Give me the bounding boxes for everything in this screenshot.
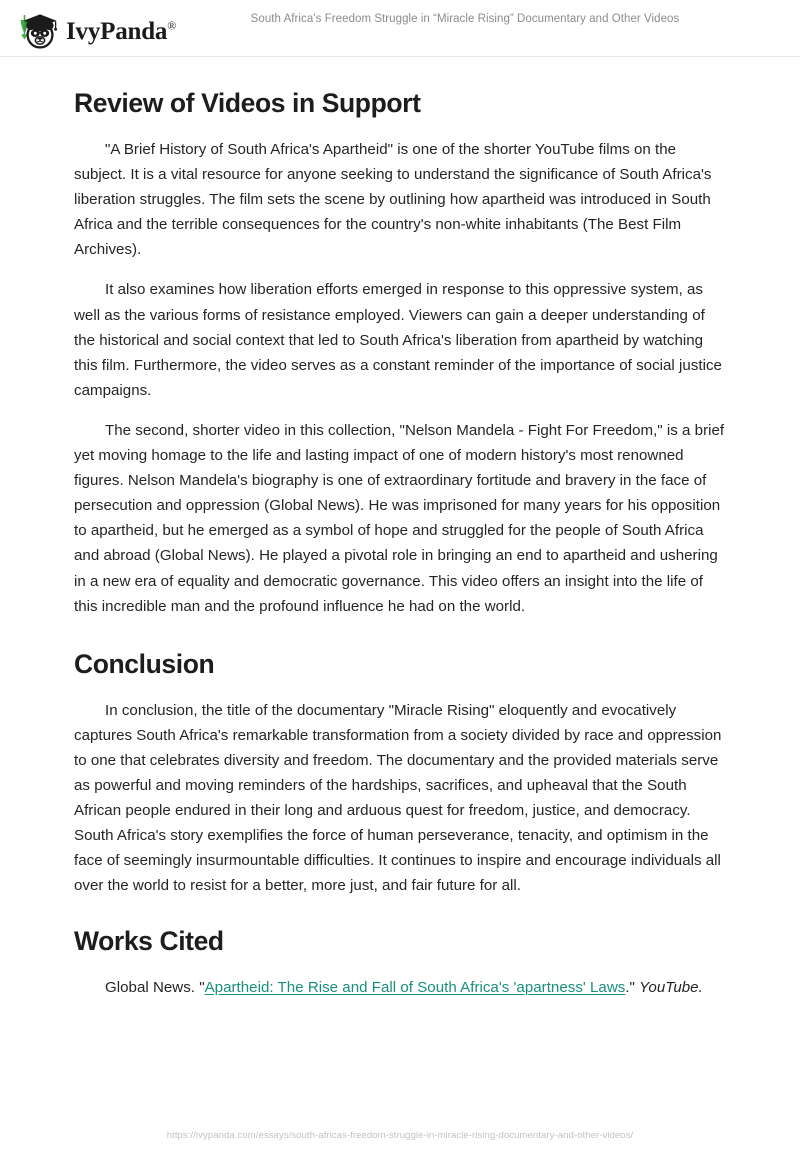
paragraph-review-3: The second, shorter video in this collection, "Nelson Mandela - Fight For Freedom," is a brief yet moving homage to the life and lasting impact of one of modern history's most renowned figures. Nelson Mandela's biography is one of extraordinary fortitude and bravery in the face of persecution and oppression (Global News). He was imprisoned for many years for his opposition to apartheid, but he emerged as a symbol of hope and struggled for the people of South Africa and abroad (Global News). He played a pivotal role in bringing an end to apartheid and ushering in a new era of equality and democratic governance. This video offers an insight into the life of this incredible man and the profound influence he had on the world. xyxy=(74,421,725,615)
heading-works-cited: Works Cited xyxy=(74,926,224,957)
paragraph-conclusion-1: In conclusion, the title of the documentary "Miracle Rising" eloquently and evocatively captures South Africa's remarkable transformation from a society divided by race and oppression to one that celebrates diversity and freedom. The documentary and the provided materials serve as powerful and moving reminders of the hardships, sacrifices, and upheaval that the South African people endured in their long and arduous quest for freedom, justice, and democracy. South Africa's story exemplifies the force of human perseverance, tenacity, and optimism in the face of seemingly insurmountable difficulties. It continues to inspire and encourage individuals all over the world to resist for a better, more just, and fair future for all. xyxy=(74,701,722,895)
citation-author: Global News. " xyxy=(105,979,205,997)
paragraph-review-1: "A Brief History of South Africa's Apartheid" is one of the shorter YouTube films on the subject. It is a vital resource for anyone seeking to understand the significance of South Africa's liberation struggles. The film sets the scene by outlining how apartheid was introduced in South Africa and the terrible consequences for the country's non-white inhabitants (The Best Film Archives). xyxy=(74,141,712,259)
heading-conclusion: Conclusion xyxy=(74,648,215,679)
paragraph-review-2: It also examines how liberation efforts emerged in response to this oppressive system, as well as the various forms of resistance employed. Viewers can gain a deeper understanding of the historical and social context that led to South Africa's liberation from apartheid by watching this film. Furthermore, the video serves as a constant reminder of the importance of social justice campaigns. xyxy=(74,281,722,399)
spacer xyxy=(74,119,726,137)
spacer xyxy=(74,403,726,418)
citation-source: YouTube. xyxy=(639,979,703,997)
page-header xyxy=(0,0,800,57)
spacer xyxy=(74,957,726,975)
heading-review-of-videos: Review of Videos in Support xyxy=(74,88,421,118)
spacer xyxy=(74,680,726,698)
citation-after-link: ." xyxy=(625,979,640,997)
brand-name-text: IvyPanda xyxy=(66,17,168,45)
spacer xyxy=(74,262,726,277)
document-title-header: South Africa’s Freedom Struggle in “Miracle Rising” Documentary and Other Videos xyxy=(250,13,680,25)
citation-entry xyxy=(74,975,726,1000)
registered-mark: ® xyxy=(167,18,177,33)
footer-url: https://ivypanda.com/essays/south-africas-freedom-struggle-in-miracle-rising-documentary-and-other-videos/ xyxy=(166,1130,634,1141)
document-body xyxy=(0,57,800,1001)
citation-link[interactable]: Apartheid: The Rise and Fall of South Africa's 'apartness' Laws xyxy=(204,979,626,997)
